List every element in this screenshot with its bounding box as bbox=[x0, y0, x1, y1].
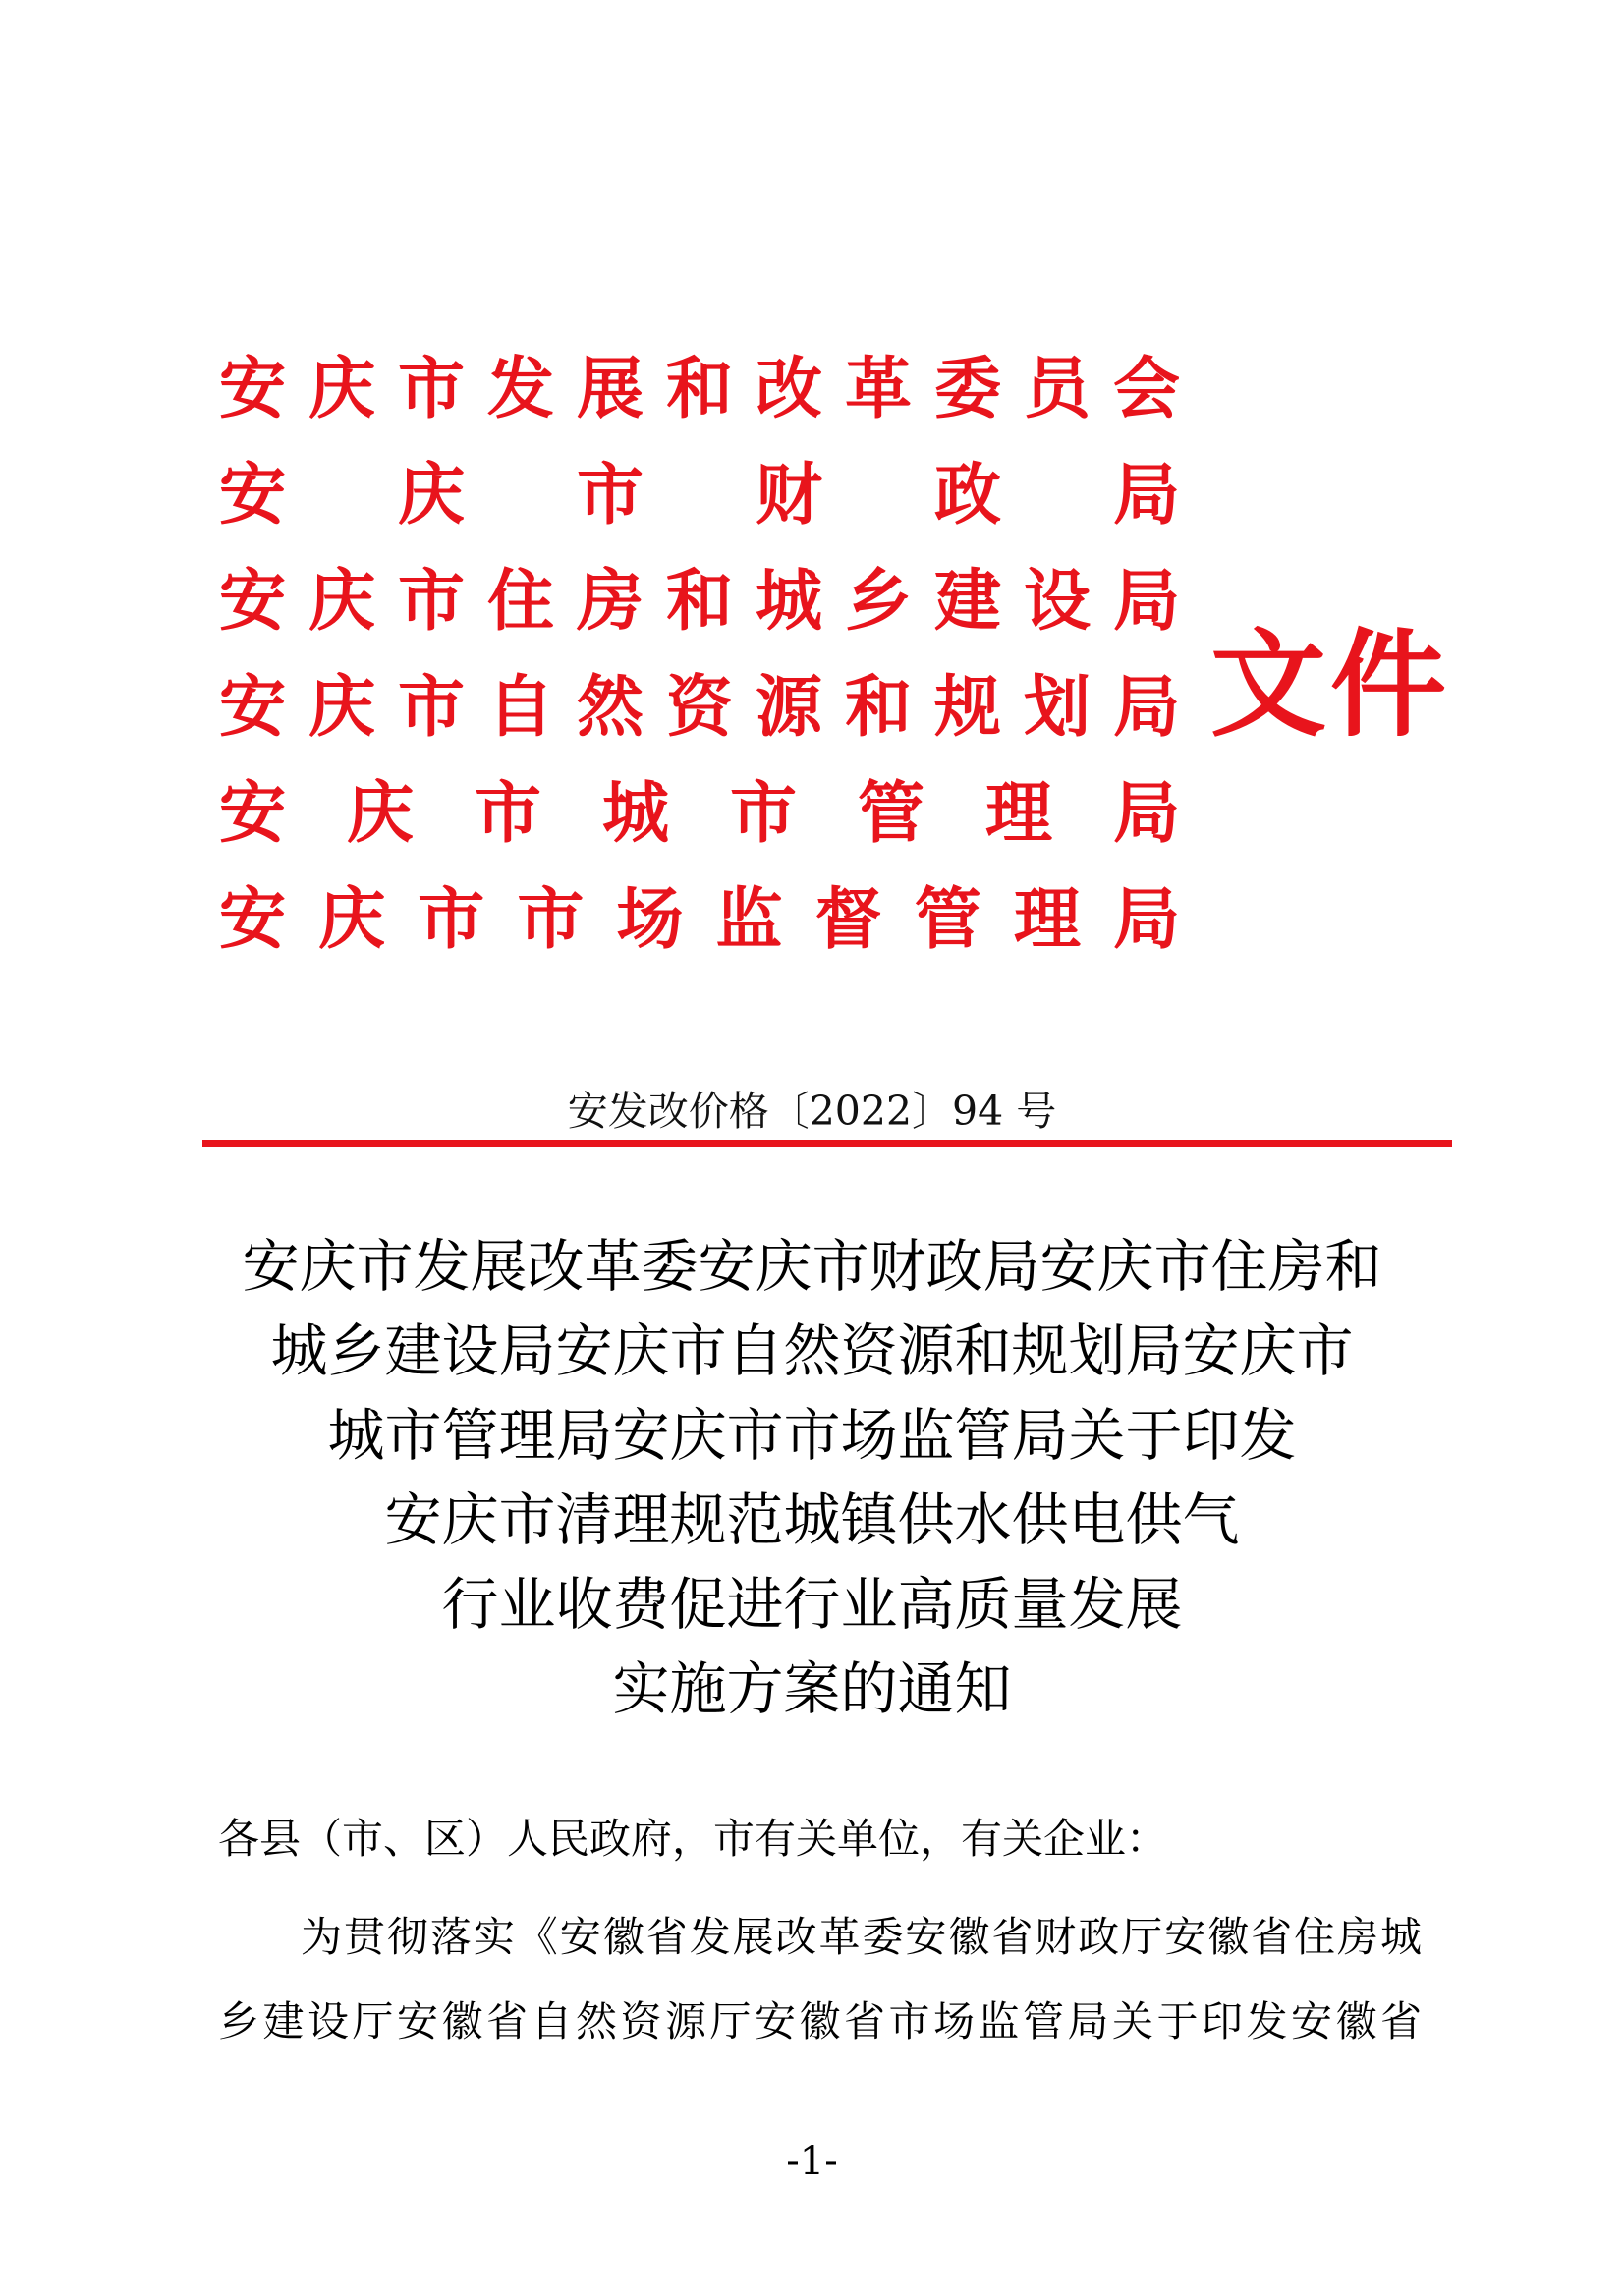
organization-char: 庆 bbox=[308, 350, 375, 428]
organization-char: 自 bbox=[486, 668, 554, 747]
organization-char: 安 bbox=[218, 880, 286, 959]
organization-char: 和 bbox=[665, 350, 733, 428]
title-line: 安庆市清理规范城镇供水供电供气 bbox=[384, 1486, 1240, 1553]
organization-char: 安 bbox=[218, 456, 286, 534]
organization-char: 规 bbox=[933, 668, 1001, 747]
organization-char: 员 bbox=[1023, 350, 1091, 428]
organization-char: 划 bbox=[1023, 668, 1091, 747]
organization-char: 委 bbox=[933, 350, 1001, 428]
organization-char: 市 bbox=[729, 774, 797, 853]
organization-char: 财 bbox=[755, 456, 822, 534]
organization-char: 发 bbox=[486, 350, 554, 428]
organization-char: 会 bbox=[1112, 350, 1180, 428]
organization-char: 局 bbox=[1112, 562, 1180, 641]
organization-char: 局 bbox=[1112, 880, 1180, 959]
organization-char: 和 bbox=[844, 668, 912, 747]
organization-char: 展 bbox=[576, 350, 644, 428]
organization-char: 房 bbox=[576, 562, 644, 641]
organization-char: 市 bbox=[397, 350, 465, 428]
organization-char: 革 bbox=[844, 350, 912, 428]
organization-char: 安 bbox=[218, 562, 286, 641]
organization-char: 庆 bbox=[346, 774, 414, 853]
title-line: 城市管理局安庆市市场监管局关于印发 bbox=[327, 1402, 1297, 1469]
organization-char: 安 bbox=[218, 774, 286, 853]
organization-line bbox=[218, 442, 1181, 548]
organization-char: 和 bbox=[665, 562, 733, 641]
organization-char: 住 bbox=[486, 562, 554, 641]
organization-char: 庆 bbox=[397, 456, 465, 534]
organization-char: 市 bbox=[474, 774, 541, 853]
organization-char: 资 bbox=[665, 668, 733, 747]
body-line: 为贯彻落实《安徽省发展改革委安徽省财政厅安徽省住房城 bbox=[301, 1913, 1422, 1961]
organization-char: 安 bbox=[218, 668, 286, 747]
organization-char: 然 bbox=[576, 668, 644, 747]
organization-char: 改 bbox=[755, 350, 822, 428]
organization-char: 庆 bbox=[308, 562, 375, 641]
organization-char: 督 bbox=[814, 880, 882, 959]
organization-char: 庆 bbox=[318, 880, 386, 959]
organization-line bbox=[218, 654, 1181, 760]
organization-char: 市 bbox=[418, 880, 485, 959]
organization-char: 城 bbox=[755, 562, 822, 641]
masthead-suffix: 文件 bbox=[1210, 616, 1451, 753]
issuing-organizations bbox=[218, 336, 1181, 973]
red-divider-rule bbox=[202, 1140, 1452, 1147]
body-line: 乡建设厅安徽省自然资源厅安徽省市场监管局关于印发安徽省 bbox=[218, 1997, 1422, 2045]
red-masthead bbox=[218, 336, 1451, 975]
body-paragraph bbox=[218, 1895, 1422, 2064]
organization-line bbox=[218, 548, 1181, 654]
organization-char: 局 bbox=[1112, 456, 1180, 534]
organization-char: 源 bbox=[755, 668, 822, 747]
title-line: 城乡建设局安庆市自然资源和规划局安庆市 bbox=[270, 1317, 1354, 1384]
organization-line bbox=[218, 336, 1181, 442]
organization-char: 市 bbox=[397, 668, 465, 747]
organization-char: 管 bbox=[857, 774, 924, 853]
title-line: 行业收费促进行业高质量发展 bbox=[441, 1571, 1183, 1638]
salutation: 各县（市、区）人民政府，市有关单位，有关企业： bbox=[218, 1815, 1168, 1863]
organization-char: 局 bbox=[1112, 668, 1180, 747]
organization-char: 市 bbox=[576, 456, 644, 534]
organization-line bbox=[218, 760, 1181, 867]
organization-char: 建 bbox=[933, 562, 1001, 641]
organization-char: 场 bbox=[616, 880, 684, 959]
organization-char: 理 bbox=[984, 774, 1052, 853]
organization-char: 设 bbox=[1023, 562, 1091, 641]
document-number: 安发改价格〔2022〕94 号 bbox=[567, 1088, 1057, 1135]
organization-char: 政 bbox=[933, 456, 1001, 534]
organization-char: 市 bbox=[397, 562, 465, 641]
title-line: 安庆市发展改革委安庆市财政局安庆市住房和 bbox=[242, 1233, 1382, 1300]
organization-char: 庆 bbox=[308, 668, 375, 747]
organization-char: 市 bbox=[517, 880, 585, 959]
organization-char: 监 bbox=[715, 880, 783, 959]
title-line: 实施方案的通知 bbox=[612, 1655, 1012, 1722]
organization-char: 城 bbox=[601, 774, 669, 853]
document-title bbox=[157, 1224, 1467, 1731]
organization-char: 安 bbox=[218, 350, 286, 428]
organization-char: 乡 bbox=[844, 562, 912, 641]
organization-line bbox=[218, 867, 1181, 973]
organization-char: 局 bbox=[1112, 774, 1180, 853]
organization-char: 管 bbox=[914, 880, 981, 959]
organization-char: 理 bbox=[1013, 880, 1081, 959]
page-number: -1- bbox=[786, 2139, 838, 2184]
